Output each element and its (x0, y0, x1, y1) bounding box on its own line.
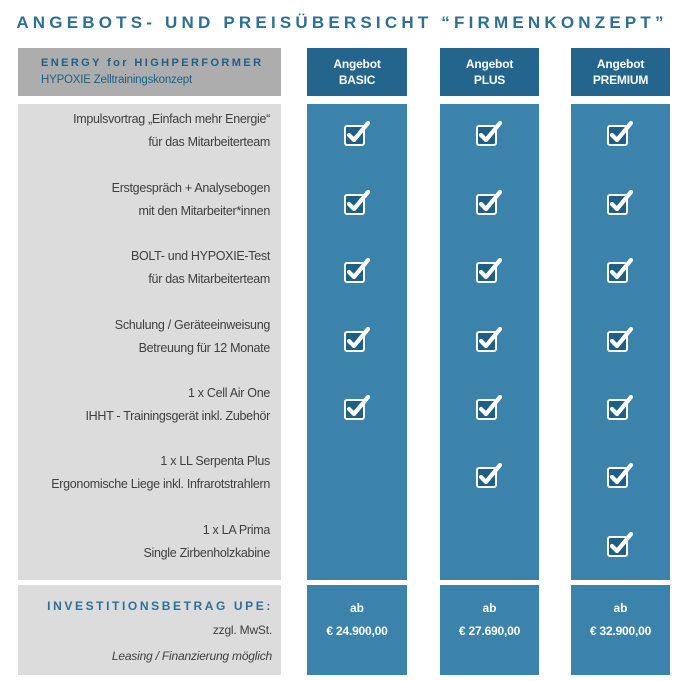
feature-title: BOLT- und HYPOXIE-Test (130, 249, 270, 263)
feature-row (18, 108, 270, 154)
feature-title: Erstgespräch + Analysebogen (111, 181, 270, 195)
check-icon (344, 395, 370, 421)
check-icon (344, 258, 370, 284)
check-icon (476, 190, 502, 216)
price-premium: € 32.900,00 (589, 624, 652, 638)
check-icon (476, 258, 502, 284)
feature-detail: Single Zirbenholzkabine (143, 546, 270, 560)
price-basic: € 24.900,00 (326, 624, 388, 638)
check-icon (344, 121, 370, 147)
feature-row (18, 177, 270, 223)
concept-header (18, 48, 281, 96)
feature-title: Impulsvortrag „Einfach mehr Energie“ (73, 112, 270, 126)
brand-line: ENERGY for HIGHPERFORMER (41, 57, 264, 69)
plan-header-plus (440, 48, 539, 96)
plan-header-line1: Angebot (465, 57, 514, 71)
feature-detail: für das Mitarbeiterteam (148, 272, 270, 286)
price-plus: € 27.690,00 (458, 624, 521, 638)
check-icon (476, 121, 502, 147)
check-icon (607, 532, 633, 558)
page-title: ANGEBOTS- UND PREISÜBERSICHT “FIRMENKONZEPT” (16, 13, 668, 32)
leasing-note: Leasing / Finanzierung möglich (111, 649, 272, 663)
feature-detail: IHHT - Trainingsgerät inkl. Zubehör (85, 409, 270, 423)
feature-row (18, 245, 270, 291)
plan-header-basic (307, 48, 407, 96)
feature-row (18, 519, 270, 565)
feature-title: 1 x Cell Air One (187, 386, 270, 400)
feature-title: 1 x LL Serpenta Plus (160, 454, 270, 468)
concept-subtitle: HYPOXIE Zelltrainingskonzept (41, 74, 192, 86)
feature-detail: Ergonomische Liege inkl. Infrarotstrahlern (51, 477, 270, 491)
feature-title: Schulung / Geräteeinweisung (114, 318, 270, 332)
feature-row (18, 314, 270, 360)
feature-title: 1 x LA Prima (202, 523, 270, 537)
check-icon (476, 395, 502, 421)
price-prefix: ab (482, 601, 497, 615)
check-icon (344, 190, 370, 216)
check-icon (607, 190, 633, 216)
check-icon (344, 327, 370, 353)
feature-detail: mit den Mitarbeiter*innen (138, 204, 270, 218)
check-icon (476, 327, 502, 353)
check-icon (476, 463, 502, 489)
check-icon (607, 327, 633, 353)
check-icon (607, 395, 633, 421)
investment-label: INVESTITIONSBETRAG UPE: (47, 599, 273, 613)
plan-header-premium (571, 48, 670, 96)
check-icon (607, 463, 633, 489)
check-icon (607, 121, 633, 147)
feature-detail: Betreuung für 12 Monate (138, 341, 270, 355)
feature-row (18, 450, 270, 496)
check-icon (607, 258, 633, 284)
feature-detail: für das Mitarbeiterteam (148, 135, 270, 149)
feature-row (18, 382, 270, 428)
plan-header-line2: PREMIUM (592, 73, 649, 87)
plan-header-line2: BASIC (338, 73, 376, 87)
tax-note: zzgl. MwSt. (212, 623, 272, 637)
price-prefix: ab (613, 601, 628, 615)
plan-header-line2: PLUS (473, 73, 506, 87)
price-prefix: ab (349, 601, 364, 615)
plan-header-line1: Angebot (596, 57, 645, 71)
plan-header-line1: Angebot (333, 57, 381, 71)
